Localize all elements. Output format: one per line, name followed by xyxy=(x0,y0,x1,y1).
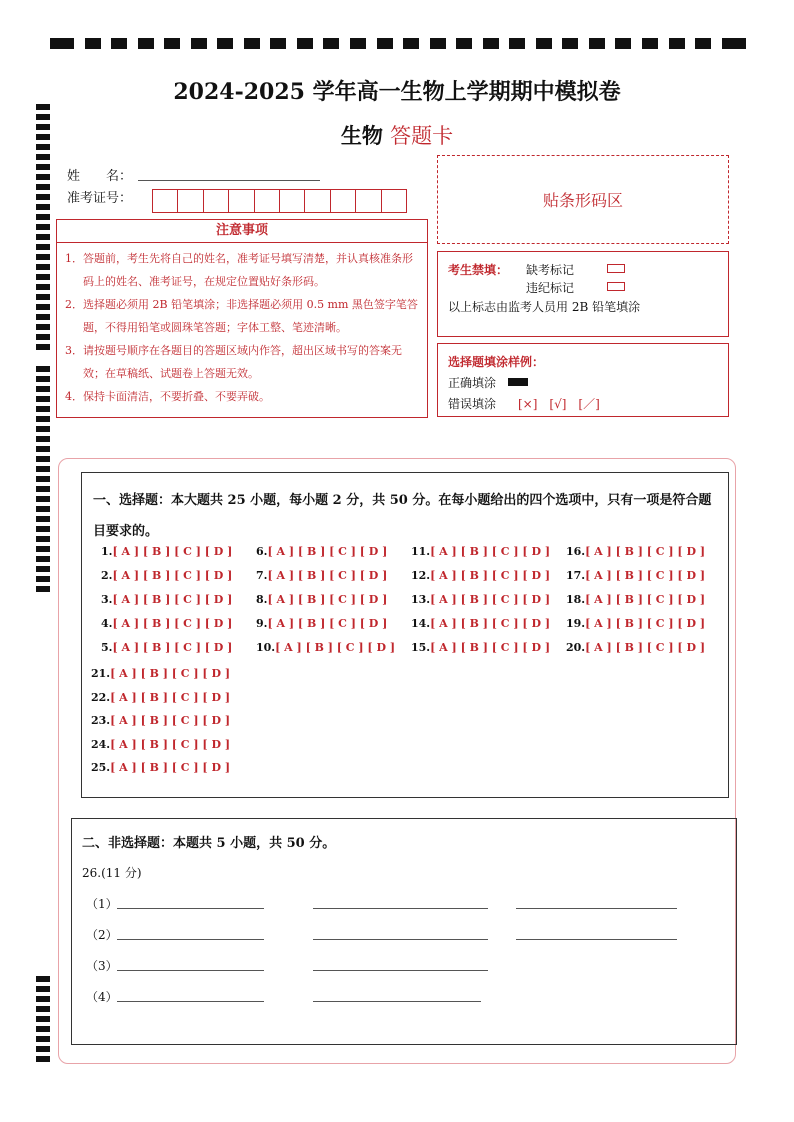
answer-options[interactable]: [ A ] [ B ] [ C ] [ D ] xyxy=(267,617,388,630)
id-label: 准考证号： xyxy=(67,191,133,206)
correct-label: 正确填涂 xyxy=(448,376,497,390)
answer-options[interactable]: [ A ] [ B ] [ C ] [ D ] xyxy=(110,761,231,774)
notice-title: 注意事项 xyxy=(57,220,427,243)
question-number: 24. xyxy=(91,737,111,751)
answer-options[interactable]: [ A ] [ B ] [ C ] [ D ] xyxy=(585,641,706,654)
answer-line[interactable] xyxy=(313,1001,481,1002)
choice-question[interactable] xyxy=(91,691,230,704)
answer-line[interactable] xyxy=(313,939,488,940)
choice-question[interactable] xyxy=(566,617,705,630)
forbidden-box xyxy=(437,251,729,337)
section-nonchoice xyxy=(71,818,737,1045)
choice-question[interactable] xyxy=(91,667,230,680)
barcode-label: 贴条形码区 xyxy=(542,191,623,210)
answer-options[interactable]: [ A ] [ B ] [ C ] [ D ] xyxy=(110,690,231,704)
question-number: 17. xyxy=(566,569,586,582)
answer-line[interactable] xyxy=(117,939,264,940)
question-number: 16. xyxy=(566,545,586,558)
timing-marks-left-3 xyxy=(36,976,50,1066)
name-label: 姓 名： xyxy=(67,169,133,184)
answer-line[interactable] xyxy=(516,908,677,909)
notice-box xyxy=(56,219,428,418)
choice-question[interactable] xyxy=(256,641,395,654)
notice-item: 3．请按题号顺序在各题目的答题区域内作答，超出区域书写的答案无效；在草稿纸、试题卷上答题无效。 xyxy=(65,344,402,380)
answer-options[interactable]: [ A ] [ B ] [ C ] [ D ] xyxy=(267,593,388,606)
answer-options[interactable]: [ A ] [ B ] [ C ] [ D ] xyxy=(112,617,233,630)
choice-question[interactable] xyxy=(91,738,230,751)
forbidden-title: 考生禁填： xyxy=(448,263,509,277)
answer-line[interactable] xyxy=(117,1001,264,1002)
answer-options[interactable]: [ A ] [ B ] [ C ] [ D ] xyxy=(585,569,706,582)
question-number: 13. xyxy=(411,593,431,606)
sub-label: （2） xyxy=(86,928,118,942)
choice-question[interactable] xyxy=(411,617,550,630)
question-number: 18. xyxy=(566,593,586,606)
answer-line[interactable] xyxy=(117,908,264,909)
barcode-area xyxy=(437,155,729,244)
question-number: 20. xyxy=(566,641,586,654)
question-number: 10. xyxy=(256,641,276,654)
choice-question[interactable] xyxy=(101,617,232,630)
answer-options[interactable]: [ A ] [ B ] [ C ] [ D ] xyxy=(110,737,231,751)
question-number: 15. xyxy=(411,641,431,654)
question-number: 12. xyxy=(411,569,431,582)
forbidden-note: 以上标志由监考人员用 2B 铅笔填涂 xyxy=(448,300,641,314)
choice-question[interactable] xyxy=(411,545,550,558)
violation-mark[interactable] xyxy=(607,282,625,291)
question-number: 6. xyxy=(256,545,268,558)
violation-label: 违纪标记 xyxy=(526,281,575,295)
choice-question[interactable] xyxy=(101,641,232,654)
section2-heading: 二、非选择题：本题共 5 小题，共 50 分。 xyxy=(82,836,336,851)
choice-question[interactable] xyxy=(101,593,232,606)
answer-options[interactable]: [ A ] [ B ] [ C ] [ D ] xyxy=(112,569,233,582)
choice-question[interactable] xyxy=(91,761,230,774)
question-26-label: 26.(11 分) xyxy=(82,866,142,880)
answer-options[interactable]: [ A ] [ B ] [ C ] [ D ] xyxy=(430,569,551,582)
answer-line[interactable] xyxy=(313,970,488,971)
answer-options[interactable]: [ A ] [ B ] [ C ] [ D ] xyxy=(585,617,706,630)
page-subtitle xyxy=(0,120,794,150)
answer-line[interactable] xyxy=(313,908,488,909)
question-number: 25. xyxy=(91,761,111,774)
choice-question[interactable] xyxy=(256,545,387,558)
choice-question[interactable] xyxy=(566,569,705,582)
question-number: 22. xyxy=(91,690,111,704)
answer-options[interactable]: [ A ] [ B ] [ C ] [ D ] xyxy=(585,545,706,558)
answer-options[interactable]: [ A ] [ B ] [ C ] [ D ] xyxy=(112,593,233,606)
name-field[interactable] xyxy=(138,180,320,181)
sub-label: （1） xyxy=(86,897,118,911)
question-number: 21. xyxy=(91,667,111,680)
question-number: 4. xyxy=(101,617,113,630)
card-label: 答题卡 xyxy=(390,124,454,148)
answer-options[interactable]: [ A ] [ B ] [ C ] [ D ] xyxy=(267,569,388,582)
question-number: 23. xyxy=(91,714,111,727)
sub-label: （3） xyxy=(86,959,118,973)
wrong-marks: [×] [√] [／] xyxy=(518,397,600,411)
answer-options[interactable]: [ A ] [ B ] [ C ] [ D ] xyxy=(430,641,551,654)
notice-item: 4．保持卡面清洁，不要折叠、不要弄破。 xyxy=(65,390,270,403)
question-number: 3. xyxy=(101,593,113,606)
choice-question[interactable] xyxy=(256,617,387,630)
answer-options[interactable]: [ A ] [ B ] [ C ] [ D ] xyxy=(110,667,231,680)
choice-question[interactable] xyxy=(566,641,705,654)
correct-fill-mark xyxy=(508,378,528,386)
answer-line[interactable] xyxy=(117,970,264,971)
choice-question[interactable] xyxy=(101,545,232,558)
answer-options[interactable]: [ A ] [ B ] [ C ] [ D ] xyxy=(430,617,551,630)
timing-marks-left-2 xyxy=(36,366,50,596)
fill-sample-title: 选择题填涂样例： xyxy=(448,355,545,369)
question-number: 8. xyxy=(256,593,268,606)
choice-question[interactable] xyxy=(566,593,705,606)
choice-question[interactable] xyxy=(411,593,550,606)
question-number: 11. xyxy=(411,545,431,558)
timing-marks-top xyxy=(50,38,746,50)
answer-options[interactable]: [ A ] [ B ] [ C ] [ D ] xyxy=(267,545,388,558)
choice-question[interactable] xyxy=(101,569,232,582)
question-number: 9. xyxy=(256,617,268,630)
page-title: 2024-2025 学年高一生物上学期期中模拟卷 xyxy=(173,79,621,105)
question-number: 14. xyxy=(411,617,431,630)
absent-label: 缺考标记 xyxy=(526,263,575,277)
choice-question[interactable] xyxy=(256,593,387,606)
notice-item: 1．答题前，考生先将自己的姓名，准考证号填写清楚，并认真核准条形码上的姓名、准考证号，在规定位置贴好条形码。 xyxy=(65,252,413,288)
question-number: 7. xyxy=(256,569,268,582)
answer-options[interactable]: [ A ] [ B ] [ C ] [ D ] xyxy=(585,593,706,606)
question-number: 1. xyxy=(101,545,113,558)
section1-heading: 一、选择题：本大题共 25 小题，每小题 2 分，共 50 分。在每小题给出的四个选项中，只有一项是符合题目要求的。 xyxy=(93,493,712,539)
answer-line[interactable] xyxy=(516,939,677,940)
choice-question[interactable] xyxy=(91,714,230,727)
answer-options[interactable]: [ A ] [ B ] [ C ] [ D ] xyxy=(112,545,233,558)
choice-question[interactable] xyxy=(411,569,550,582)
answer-options[interactable]: [ A ] [ B ] [ C ] [ D ] xyxy=(112,641,233,654)
choice-question[interactable] xyxy=(566,545,705,558)
answer-options[interactable]: [ A ] [ B ] [ C ] [ D ] xyxy=(430,545,551,558)
sub-label: （4） xyxy=(86,990,118,1004)
notice-item: 2．选择题必须用 2B 铅笔填涂；非选择题必须用 0.5 mm 黑色签字笔答题，不得用铅笔或圆珠笔答题；字体工整、笔迹清晰。 xyxy=(65,298,418,334)
question-number: 19. xyxy=(566,617,586,630)
id-boxes[interactable] xyxy=(152,189,406,213)
question-number: 5. xyxy=(101,641,113,654)
wrong-label: 错误填涂 xyxy=(448,397,497,411)
choice-question[interactable] xyxy=(256,569,387,582)
answer-options[interactable]: [ A ] [ B ] [ C ] [ D ] xyxy=(430,593,551,606)
absent-mark[interactable] xyxy=(607,264,625,273)
fill-sample-box xyxy=(437,343,729,417)
answer-options[interactable]: [ A ] [ B ] [ C ] [ D ] xyxy=(110,714,231,727)
choice-question[interactable] xyxy=(411,641,550,654)
subject-name: 生物 xyxy=(340,123,383,148)
answer-options[interactable]: [ A ] [ B ] [ C ] [ D ] xyxy=(275,641,396,654)
question-number: 2. xyxy=(101,569,113,582)
